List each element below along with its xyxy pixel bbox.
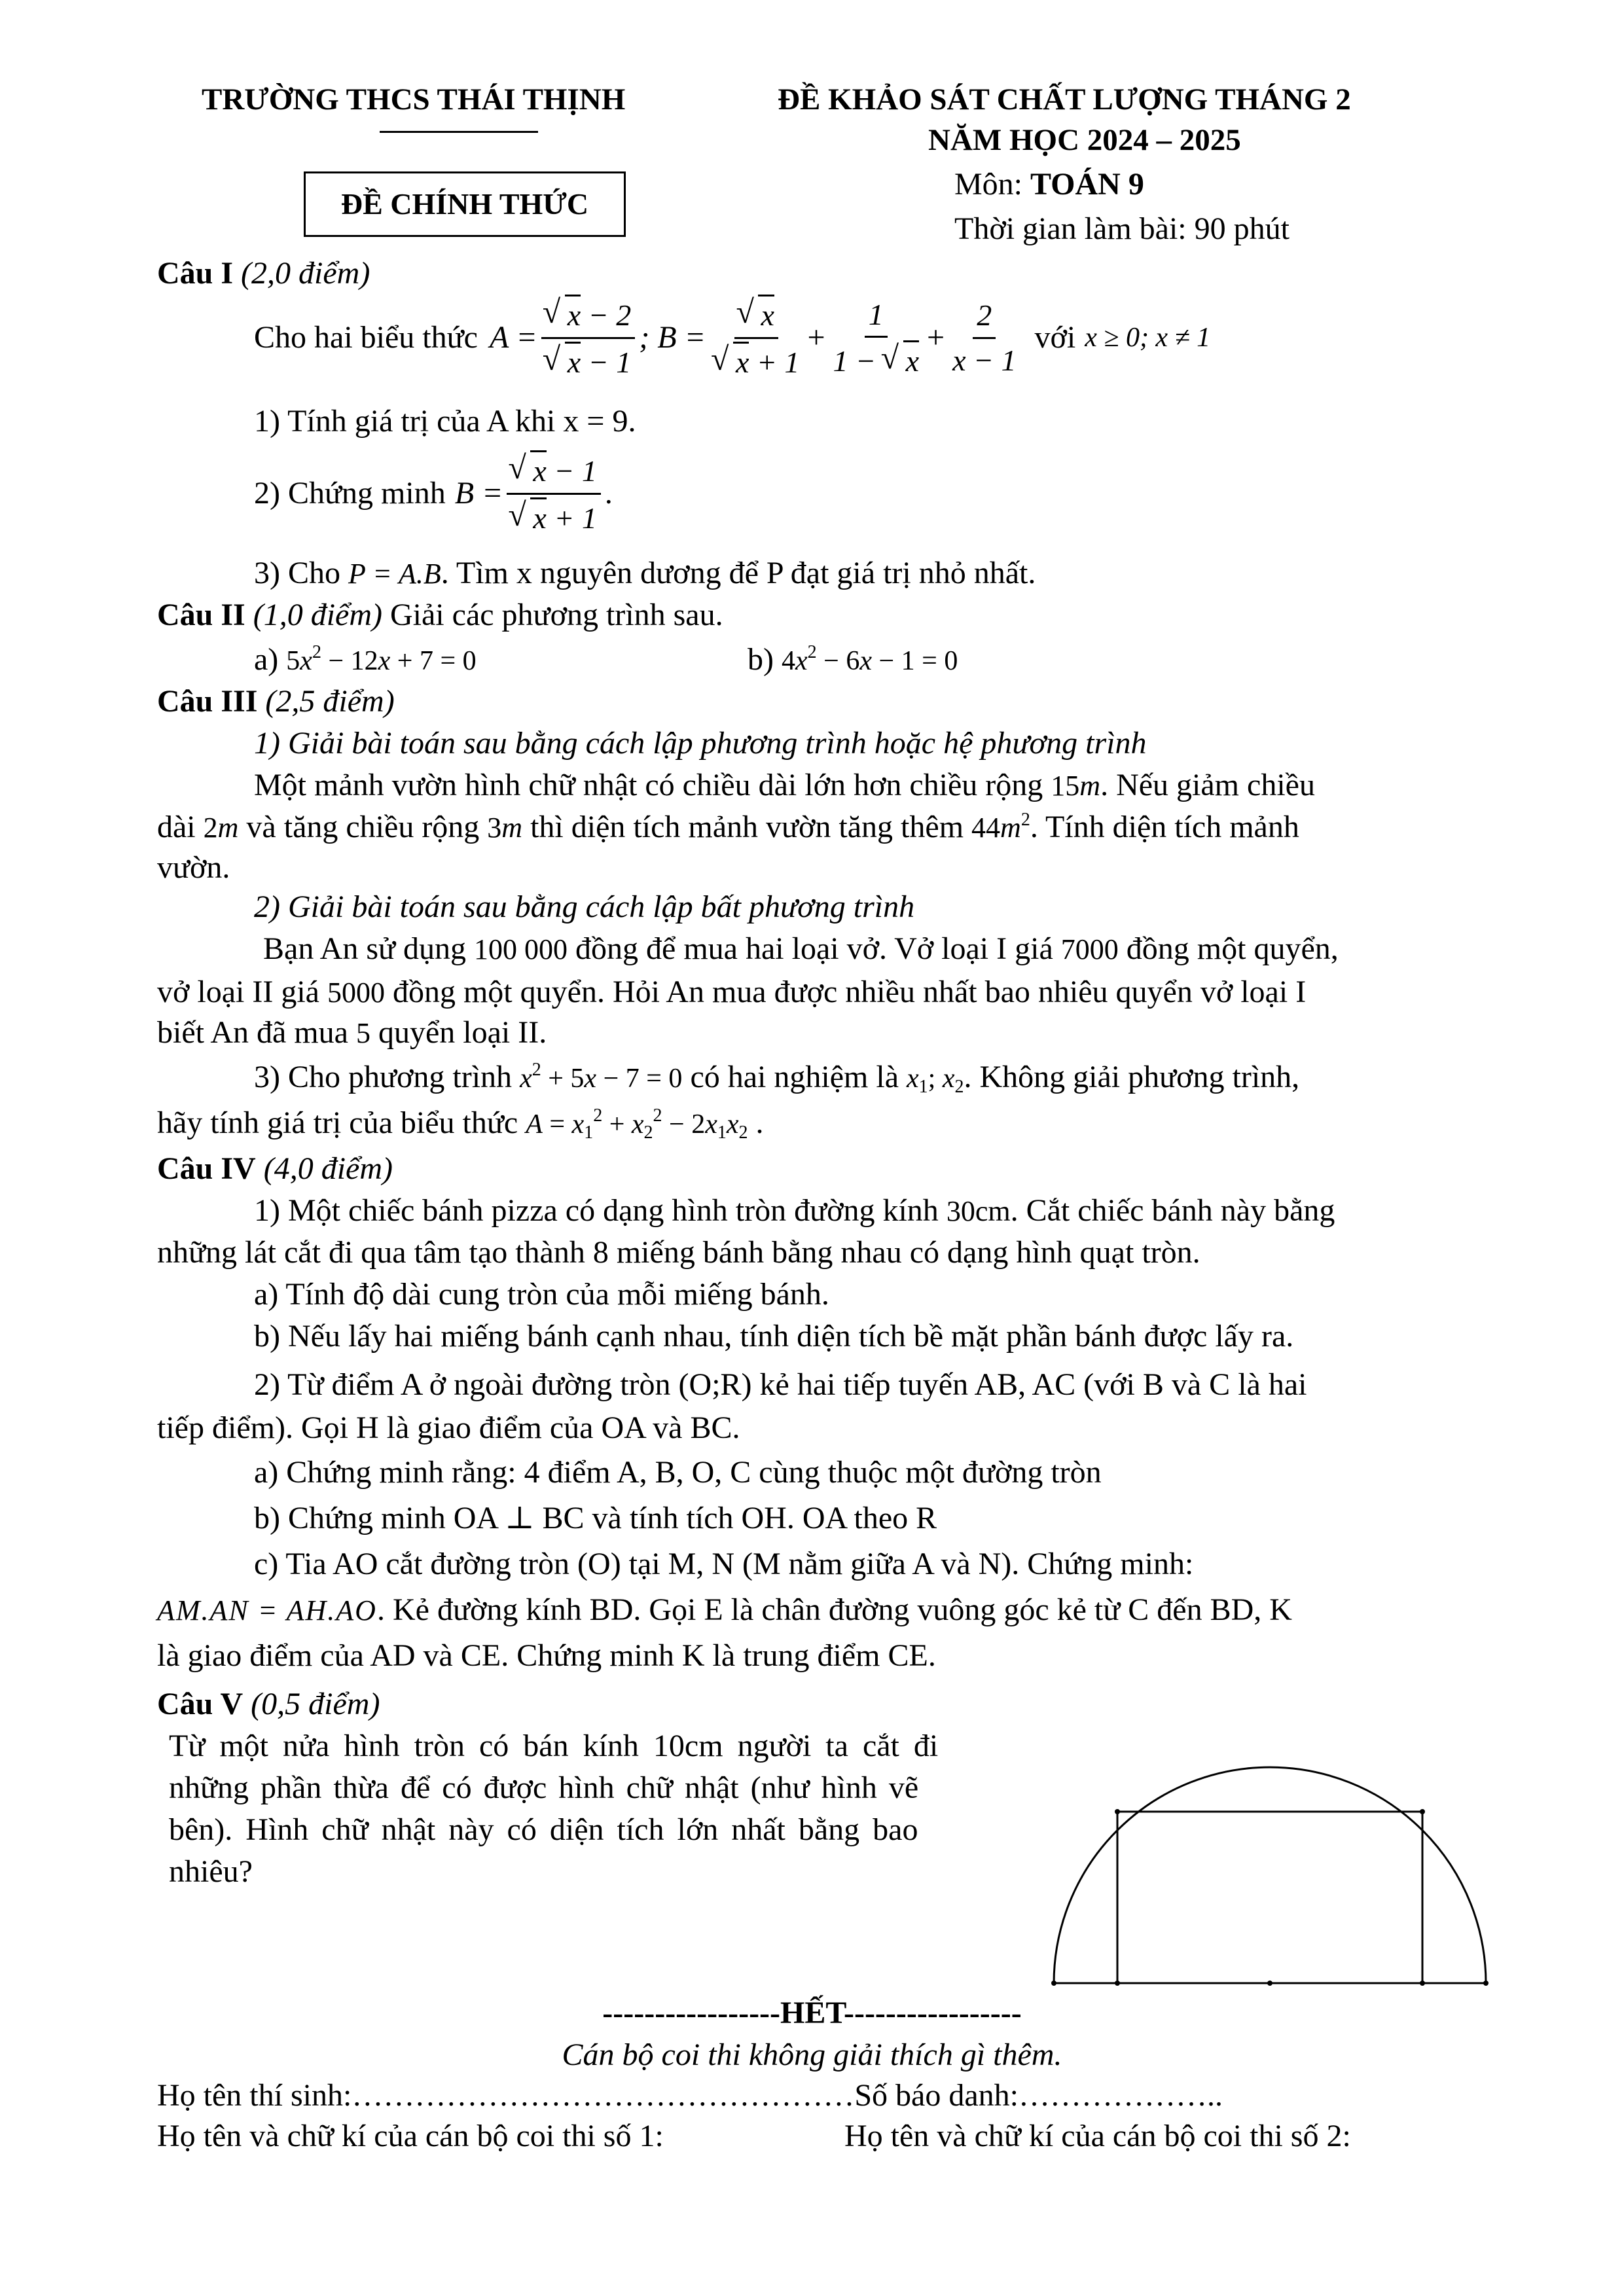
q3-p1-l2b: và tăng chiều rộng xyxy=(246,810,480,844)
q1-part3-post: . Tìm x nguyên dương để P đạt giá trị nhỏ nhất. xyxy=(441,556,1036,590)
q1-part2-text: 2) Chứng minh xyxy=(254,476,446,511)
inscribed-rectangle xyxy=(1117,1812,1422,1983)
supervisor-1: Họ tên và chữ kí của cán bộ coi thi số 1: xyxy=(157,2119,664,2153)
subject-label: Môn: xyxy=(954,167,1031,202)
q1-part3-pre: 3) Cho xyxy=(254,556,340,590)
q4-part2-line2: tiếp điểm). Gọi H là giao điểm của OA và BC. xyxy=(157,1410,740,1445)
q2-a-label: a) xyxy=(254,642,279,677)
q3-p1-l2a: dài xyxy=(157,810,196,844)
q4-title: Câu IV xyxy=(157,1151,256,1186)
semicircle-arc xyxy=(1054,1767,1486,1983)
point-left-end xyxy=(1051,1981,1056,1986)
q5-heading xyxy=(157,1685,380,1724)
expr-a-label: A = xyxy=(489,320,537,355)
expr-b-label: ; B = xyxy=(639,320,706,355)
q5-line2: những phần thừa để có được hình chữ nhật (như hình vẽ xyxy=(169,1770,919,1805)
q1-title: Câu I xyxy=(157,256,234,291)
exam-title: ĐỀ KHẢO SÁT CHẤT LƯỢNG THÁNG 2 xyxy=(778,82,1351,117)
q3-part2-line3: biết An đã mua 5 quyển loại II. xyxy=(157,1015,547,1050)
q3-part2-line2: vở loại II giá 5000 đồng một quyển. Hỏi An mua được nhiều nhất bao nhiêu quyển vở loại I xyxy=(157,975,1307,1009)
q3-part3-line2: hãy tính giá trị của biểu thức $A = x_1^2 + x_2^2 - 2x_1x_2$ . xyxy=(157,1105,764,1143)
q4-part2-b: b) Chứng minh OA ⊥ BC và tính tích OH. OA theo R xyxy=(254,1501,937,1535)
expr-b-term1: √ x √ x + 1 xyxy=(710,295,803,381)
q2-b-label: b) xyxy=(748,642,774,677)
semicircle-rectangle-figure xyxy=(1034,1728,1506,1990)
q5-line3: bên). Hình chữ nhật này có diện tích lớn nhất bằng bao xyxy=(169,1812,918,1847)
subject: TOÁN 9 xyxy=(1030,167,1144,202)
q4-p2-c2-math: AM.AN = AH.AO xyxy=(157,1594,377,1626)
supervisor-2: Họ tên và chữ kí của cán bộ coi thi số 2: xyxy=(844,2119,1351,2153)
point-rect-bottom-left xyxy=(1115,1981,1120,1986)
q3-p3-l1b: có hai nghiệm là xyxy=(690,1060,899,1094)
q4-p1-l1a: 1) Một chiếc bánh pizza có dạng hình tròn đường kính xyxy=(254,1193,939,1228)
q3-p2-l3a: biết An đã mua xyxy=(157,1015,348,1050)
q2-title: Câu II xyxy=(157,598,245,632)
q1-part2-fraction: √ x − 1 √ x + 1 xyxy=(507,450,600,537)
q4-part1-line1: 1) Một chiếc bánh pizza có dạng hình tròn đường kính 30cm. Cắt chiếc bánh này bằng xyxy=(254,1193,1335,1228)
expr-a-fraction: √ x − 2 √ x − 1 xyxy=(541,295,635,381)
q3-p2-l2a: vở loại II giá xyxy=(157,975,319,1009)
q4-part2-c2 xyxy=(157,1590,1292,1630)
point-rect-top-right xyxy=(1420,1809,1425,1814)
q2-b: b) $4x^2 - 6x - 1 = 0$ xyxy=(748,642,958,677)
q1-part2: 2) Chứng minh B = √ x − 1 √ x + 1 . xyxy=(254,450,613,537)
q3-points: (2,5 điểm) xyxy=(265,684,395,719)
q3-p1-l2c: thì diện tích mảnh vườn tăng thêm xyxy=(530,810,964,844)
q3-p2-l2b: đồng một quyển. Hỏi An mua được nhiều nhất bao nhiêu quyển vở loại I xyxy=(392,975,1307,1009)
q1-expressions: Cho hai biểu thức A = √ x − 2 √ x − 1 ; B = √ x √ x + 1 + $\frac{1}{1 - √ x}$ + $\frac{2}{x - 1}$ với x ≥ 0; x ≠ 1 xyxy=(254,295,1210,381)
q4-part1-b: b) Nếu lấy hai miếng bánh cạnh nhau, tính diện tích bề mặt phần bánh được lấy ra. xyxy=(254,1319,1294,1354)
q3-p3-l2a: hãy tính giá trị của biểu thức xyxy=(157,1105,518,1140)
q3-p1-l1a: Một mảnh vườn hình chữ nhật có chiều dài lớn hơn chiều rộng xyxy=(254,768,1043,802)
candidate-info: Họ tên thí sinh:…………………………………………Số báo danh:……………….. xyxy=(157,2078,1223,2113)
school-year: NĂM HỌC 2024 – 2025 xyxy=(928,123,1241,157)
q4-part2-c3: là giao điểm của AD và CE. Chứng minh K là trung điểm CE. xyxy=(157,1638,936,1673)
q1-cond-text: với xyxy=(1034,320,1076,355)
school-name: TRƯỜNG THCS THÁI THỊNH xyxy=(202,82,626,117)
q4-part2-c1: c) Tia AO cắt đường tròn (O) tại M, N (M nằm giữa A và N). Chứng minh: xyxy=(254,1547,1194,1581)
q3-p2-l3b: quyển loại II. xyxy=(378,1015,547,1050)
q4-points: (4,0 điểm) xyxy=(263,1151,393,1186)
q3-p2-l1c: đồng một quyển, xyxy=(1126,931,1339,966)
q3-title: Câu III xyxy=(157,684,258,719)
q3-part2-title: 2) Giải bài toán sau bằng cách lập bất phương trình xyxy=(254,889,915,924)
q3-p3-l1a: 3) Cho phương trình xyxy=(254,1060,513,1094)
q1-part2-label: B = xyxy=(454,476,503,511)
q1-intro: Cho hai biểu thức xyxy=(254,320,478,355)
q4-heading xyxy=(157,1149,393,1189)
q2-heading xyxy=(157,596,723,635)
exam-time: Thời gian làm bài: 90 phút xyxy=(954,211,1290,246)
q3-part1-line3: vườn. xyxy=(157,850,230,885)
q2-text: Giải các phương trình sau. xyxy=(390,598,723,632)
expr-b-term2: $\frac{1}{1 - √ x}$ xyxy=(829,296,923,380)
q5-title: Câu V xyxy=(157,1687,244,1721)
official-box xyxy=(304,171,626,237)
q2-points: (1,0 điểm) xyxy=(253,598,382,632)
expr-b-term3: $\frac{2}{x - 1}$ xyxy=(948,296,1020,379)
q4-part2-line1: 2) Từ điểm A ở ngoài đường tròn (O;R) kẻ hai tiếp tuyến AB, AC (với B và C là hai xyxy=(254,1367,1307,1402)
q3-p3-l1c: . Không giải phương trình, xyxy=(964,1060,1300,1094)
q1-part3 xyxy=(254,554,1036,593)
q4-part1-line2: những lát cắt đi qua tâm tạo thành 8 miếng bánh bằng nhau có dạng hình quạt tròn. xyxy=(157,1235,1200,1270)
official-label: ĐỀ CHÍNH THỨC xyxy=(340,187,589,221)
q1-points: (2,0 điểm) xyxy=(241,256,370,291)
q5-line4: nhiêu? xyxy=(169,1854,253,1889)
q3-part3-line1: 3) Cho phương trình $x^2 + 5x - 7 = 0$ có hai nghiệm là $x_1$; $x_2$. Không giải phương trình, xyxy=(254,1060,1300,1097)
subject-line xyxy=(954,165,1144,204)
q1-part3-math: P = A.B xyxy=(348,558,441,590)
q4-p2-c2b: . Kẻ đường kính BD. Gọi E là chân đường vuông góc kẻ từ C đến BD, K xyxy=(376,1592,1292,1627)
point-center xyxy=(1267,1981,1272,1986)
q4-part1-a: a) Tính độ dài cung tròn của mỗi miếng bánh. xyxy=(254,1277,829,1312)
q3-heading xyxy=(157,682,395,721)
q4-part2-a: a) Chứng minh rằng: 4 điểm A, B, O, C cùng thuộc một đường tròn xyxy=(254,1455,1102,1490)
footer-note: Cán bộ coi thi không giải thích gì thêm. xyxy=(562,2037,1062,2072)
point-rect-bottom-right xyxy=(1420,1981,1425,1986)
q1-cond-math: x ≥ 0; x ≠ 1 xyxy=(1085,322,1211,353)
q3-part1-line2: dài 2m và tăng chiều rộng 3m thì diện tích mảnh vườn tăng thêm $44m^2$. Tính diện tích mảnh xyxy=(157,810,1299,844)
q3-part1-line1: Một mảnh vườn hình chữ nhật có chiều dài lớn hơn chiều rộng 15m. Nếu giảm chiều xyxy=(254,768,1315,802)
q5-line1: Từ một nửa hình tròn có bán kính 10cm người ta cắt đi xyxy=(169,1729,939,1763)
q3-part1-title: 1) Giải bài toán sau bằng cách lập phương trình hoặc hệ phương trình xyxy=(254,726,1147,761)
q3-p1-l1b: . Nếu giảm chiều xyxy=(1100,768,1315,802)
q2-a: a) $5x^2 - 12x + 7 = 0$ xyxy=(254,642,477,677)
q3-p1-l2d: . Tính diện tích mảnh xyxy=(1030,810,1299,844)
q5-points: (0,5 điểm) xyxy=(251,1687,380,1721)
end-marker: -----------------HẾT----------------- xyxy=(602,1996,1022,2030)
q3-p2-l1a: Bạn An sử dụng xyxy=(263,931,467,966)
point-rect-top-left xyxy=(1115,1809,1120,1814)
q1-heading xyxy=(157,254,370,293)
q1-part1: 1) Tính giá trị của A khi x = 9. xyxy=(254,404,636,439)
q4-p1-l1b: . Cắt chiếc bánh này bằng xyxy=(1010,1193,1335,1228)
q3-part2-line1: Bạn An sử dụng 100 000 đồng để mua hai loại vở. Vở loại I giá 7000 đồng một quyển, xyxy=(263,931,1339,966)
point-right-end xyxy=(1483,1981,1489,1986)
q3-p2-l1b: đồng để mua hai loại vở. Vở loại I giá xyxy=(575,931,1053,966)
school-underline xyxy=(380,131,538,133)
